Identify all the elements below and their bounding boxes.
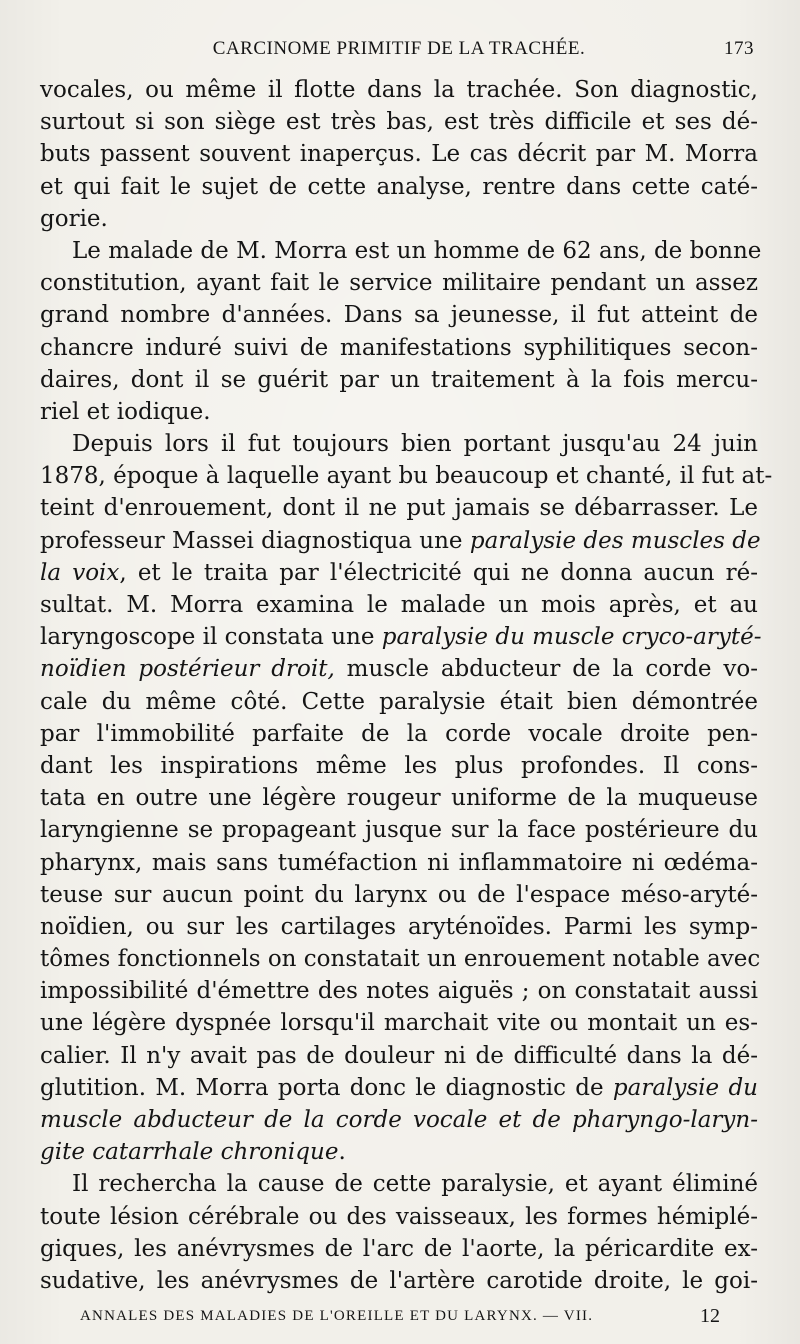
text-span: teuse sur aucun point du larynx ou de l'espace méso-aryté- — [40, 881, 758, 908]
text-line — [40, 492, 758, 524]
text-line — [40, 332, 758, 364]
text-line — [40, 1007, 758, 1039]
text-line — [40, 525, 761, 557]
text-span: dant les inspirations même les plus profondes. Il cons- — [40, 752, 758, 779]
text-span: noïdien, ou sur les cartilages aryténoïdes. Parmi les symp- — [40, 913, 758, 940]
text-line — [40, 267, 758, 299]
text-span: sudative, les anévrysmes de l'artère carotide droite, le goi- — [40, 1267, 758, 1294]
text-line — [40, 1040, 758, 1072]
text-span: Depuis lors il fut toujours bien portant jusqu'au 24 juin — [72, 431, 758, 458]
text-line — [40, 975, 758, 1007]
text-line — [40, 106, 758, 138]
text-span: vocales, ou même il flotte dans la trachée. Son diagnostic, — [40, 77, 758, 103]
text-span: pharynx, mais sans tuméfaction ni inflammatoire ni œdéma- — [40, 849, 758, 876]
text-span: . — [338, 1139, 346, 1166]
journal-title: ANNALES DES MALADIES DE L'OREILLE ET DU LARYNX. — VII. — [80, 1308, 594, 1324]
text-span: sultat. M. Morra examina le malade un mois après, et au — [40, 592, 758, 618]
text-line — [40, 203, 758, 235]
page-number: 173 — [724, 38, 754, 59]
body-text — [40, 74, 773, 1297]
text-span: toute lésion cérébrale ou des vaisseaux, les formes hémiplé- — [40, 1203, 758, 1230]
italic-span: paralysie du muscle cryco-aryté- — [381, 624, 762, 651]
text-span: et qui fait le sujet de cette analyse, rentre dans cette caté- — [40, 173, 758, 200]
running-head — [40, 38, 758, 66]
running-head-title: CARCINOME PRIMITIF DE LA TRACHÉE. — [212, 38, 586, 59]
text-span: laryngoscope il constata une — [40, 624, 382, 651]
italic-span: paralysie du — [612, 1074, 758, 1101]
text-line — [40, 686, 758, 718]
italic-span: gite catarrhale chronique — [40, 1139, 339, 1166]
text-line — [40, 879, 758, 911]
text-line — [40, 396, 758, 428]
text-line — [40, 1104, 758, 1136]
signature-mark: 12 — [700, 1305, 720, 1327]
text-line — [40, 718, 758, 750]
text-span: une légère dyspnée lorsqu'il marchait vite ou montait un es- — [40, 1010, 758, 1037]
text-span: par l'immobilité parfaite de la corde vocale droite pen- — [40, 720, 758, 747]
text-span: daires, dont il se guérit par un traitement à la fois mercu- — [40, 366, 758, 393]
text-span: cale du même côté. Cette paralysie était bien démontrée — [40, 688, 758, 715]
text-line — [40, 621, 762, 653]
text-line — [40, 74, 758, 106]
text-span: riel et iodique. — [40, 398, 211, 425]
text-line — [40, 911, 758, 943]
text-span: tata en outre une légère rougeur uniforme de la muqueuse — [40, 785, 758, 812]
text-line — [40, 460, 773, 492]
text-line — [40, 1265, 758, 1297]
text-line — [40, 1136, 758, 1168]
text-span: constitution, ayant fait le service militaire pendant un assez — [40, 270, 758, 297]
text-line — [40, 1168, 758, 1200]
text-span: teint d'enrouement, dont il ne put jamais se débarrasser. Le — [40, 495, 758, 522]
text-span: grand nombre d'années. Dans sa jeunesse, il fut atteint de — [40, 302, 758, 329]
text-span: , et le traita par l'électricité qui ne donna aucun ré- — [119, 559, 758, 586]
text-line — [40, 750, 758, 782]
text-span: tômes fonctionnels on constatait un enrouement notable avec — [40, 946, 761, 973]
page-footer — [80, 1305, 720, 1332]
text-line — [40, 653, 758, 685]
text-line — [40, 814, 758, 846]
text-span: chancre induré suivi de manifestations syphilitiques secon- — [40, 334, 758, 361]
text-line — [40, 299, 758, 331]
text-span: giques, les anévrysmes de l'arc de l'aorte, la péricardite ex- — [40, 1235, 758, 1262]
text-span: surtout si son siège est très bas, est très difficile et ses dé- — [40, 109, 758, 136]
italic-span: paralysie des muscles de — [469, 527, 761, 554]
text-line — [40, 171, 758, 203]
text-line — [40, 1072, 758, 1104]
text-span: glutition. M. Morra porta donc le diagnostic de — [40, 1074, 613, 1101]
text-line — [40, 557, 758, 589]
text-span: impossibilité d'émettre des notes aiguës ; on constatait aussi — [40, 978, 758, 1005]
text-span: Le malade de M. Morra est un homme de 62 ans, de bonne — [72, 237, 762, 264]
text-line — [40, 138, 758, 170]
text-line — [40, 1233, 758, 1265]
text-span: calier. Il n'y avait pas de douleur ni de difficulté dans la dé- — [40, 1042, 758, 1069]
text-span: muscle abducteur de la corde vo- — [334, 656, 758, 683]
text-span: gorie. — [40, 205, 108, 232]
text-span: laryngienne se propageant jusque sur la face postérieure du — [40, 817, 758, 844]
text-span: buts passent souvent inaperçus. Le cas décrit par M. Morra — [40, 141, 758, 168]
text-span: professeur Massei diagnostiqua une — [40, 527, 470, 554]
text-line — [40, 364, 758, 396]
text-line — [40, 1201, 758, 1233]
italic-span: la voix — [40, 559, 120, 586]
text-span: 1878, époque à laquelle ayant bu beaucoup et chanté, il fut at- — [40, 463, 773, 490]
italic-span: noïdien postérieur droit, — [40, 656, 335, 683]
text-line — [40, 589, 758, 621]
italic-span: muscle abducteur de la corde vocale et de pharyngo-laryn- — [40, 1107, 758, 1133]
text-line — [40, 847, 758, 879]
text-line — [40, 782, 758, 814]
text-line — [40, 235, 762, 267]
text-line — [40, 943, 761, 975]
text-line — [40, 428, 758, 460]
text-span: Il rechercha la cause de cette paralysie, et ayant éliminé — [72, 1171, 758, 1198]
